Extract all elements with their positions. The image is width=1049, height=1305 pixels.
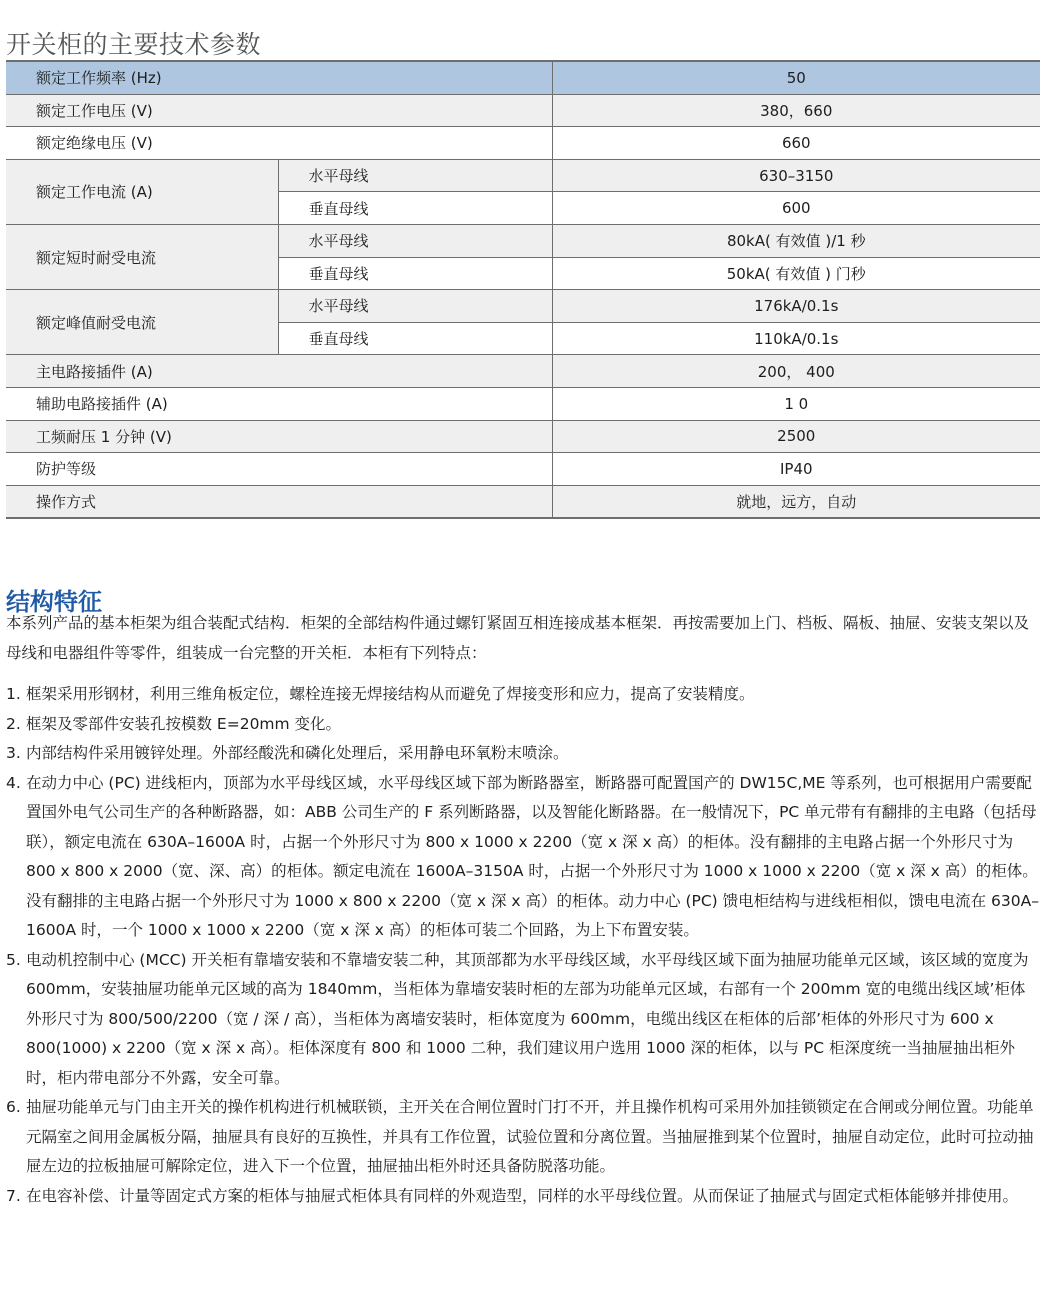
intro-paragraph: 本系列产品的基本柜架为组合装配式结构．柜架的全部结构件通过螺钉紧固互相连接成基本框架．再按需要加上门、档板、隔板、抽屉、安装支架以及母线和电器组件等零件，组装成一台完整的开关柜．本柜有下列特点： (6, 614, 1030, 662)
feature-list (6, 680, 1040, 1211)
list-number: 2. (6, 714, 21, 733)
param-value: 660 (552, 127, 1040, 160)
spec-table (6, 60, 1040, 519)
list-number: 5. (6, 950, 21, 969)
param-label: 额定工作电压 (V) (6, 94, 552, 127)
list-item (6, 710, 1040, 740)
list-item (6, 946, 1040, 1094)
param-label: 额定绝缘电压 (V) (6, 127, 552, 160)
list-item (6, 680, 1040, 710)
param-label: 防护等级 (6, 453, 552, 486)
section-title: 结构特征 (6, 587, 102, 616)
param-sub-label: 垂直母线 (278, 257, 552, 290)
list-text: 抽屉功能单元与门由主开关的操作机构进行机械联锁，主开关在合闸位置时门打不开，并且操作机构可采用外加挂锁锁定在合闸或分闸位置。功能单元隔室之间用金属板分隔，抽屉具有良好的互换性，并具有工作位置，试验位置和分离位置。当抽屉推到某个位置时，抽屉自动定位，此时可拉动抽屉左边的拉板抽屉可解除定位，进入下一个位置，抽屉抽出柜外时还具备防脱落功能。 (26, 1098, 1034, 1175)
param-value: 2500 (552, 420, 1040, 453)
param-label: 主电路接插件 (A) (6, 355, 552, 388)
param-value: 80kA( 有效值 )/1 秒 (552, 224, 1040, 257)
list-item (6, 1182, 1040, 1212)
table-row (6, 61, 1040, 94)
param-value: 200， 400 (552, 355, 1040, 388)
list-item (6, 769, 1040, 946)
list-number: 1. (6, 685, 21, 703)
table-row (6, 453, 1040, 486)
param-label: 额定工作频率 (Hz) (6, 61, 552, 94)
param-value: 600 (552, 192, 1040, 225)
table-row (6, 159, 1040, 192)
param-group-label: 额定工作电流 (A) (6, 159, 278, 224)
list-text: 框架采用形钢材，利用三维角板定位，螺栓连接无焊接结构从而避免了焊接变形和应力，提高了安装精度。 (26, 685, 755, 703)
param-value: IP40 (552, 453, 1040, 486)
param-sub-label: 水平母线 (278, 290, 552, 323)
table-row (6, 420, 1040, 453)
param-sub-label: 垂直母线 (278, 192, 552, 225)
list-item (6, 739, 1040, 769)
list-number: 3. (6, 744, 21, 762)
param-value: 176kA/0.1s (552, 290, 1040, 323)
param-value: 就地，远方，自动 (552, 485, 1040, 518)
param-sub-label: 水平母线 (278, 224, 552, 257)
table-row (6, 224, 1040, 257)
table-row (6, 387, 1040, 420)
param-value: 110kA/0.1s (552, 322, 1040, 355)
param-group-label: 额定峰值耐受电流 (6, 290, 278, 355)
table-row (6, 290, 1040, 323)
param-value: 380，660 (552, 94, 1040, 127)
list-text: 在动力中心 (PC) 进线柜内，顶部为水平母线区域，水平母线区域下部为断路器室，断路器可配置国产的 DW15C,ME 等系列，也可根据用户需要配置国外电气公司生产的各种断路器，如：ABB 公司生产的 F 系列断路器，以及智能化断路器。在一般情况下，PC 单元带有有翻排的主电路（包括母联），额定电流在 630A–1600A 时，占据一个外形尺寸为 800 x 1000 x 2200（宽 x 深 x 高）的柜体。没有翻排的主电路占据一个外形尺寸为 800 x 800 x 2000（宽、深、高）的柜体。额定电流在 1600A–3150A 时，占据一个外形尺寸为 1000 x 1000 x 2200（宽 x 深 x 高）的柜体。没有翻排的主电路占据一个外形尺寸为 1000 x 800 x 2200（宽 x 深 x 高）的柜体。动力中心 (PC) 馈电柜结构与进线柜相似，馈电电流在 630A–1600A 时，一个 1000 x 1000 x 2200（宽 x 深 x 高）的柜体可装二个回路，为上下布置安装。 (26, 773, 1039, 939)
param-sub-label: 垂直母线 (278, 322, 552, 355)
param-value: 50 (552, 61, 1040, 94)
table-row (6, 94, 1040, 127)
table-row (6, 485, 1040, 518)
list-text: 在电容补偿、计量等固定式方案的柜体与抽屉式柜体具有同样的外观造型，同样的水平母线位置。从而保证了抽屉式与固定式柜体能够并排使用。 (26, 1186, 1019, 1205)
list-item (6, 1093, 1040, 1182)
param-value: 1 0 (552, 387, 1040, 420)
param-label: 操作方式 (6, 485, 552, 518)
param-label: 工频耐压 1 分钟 (V) (6, 420, 552, 453)
list-number: 4. (6, 773, 21, 792)
list-text: 电动机控制中心 (MCC) 开关柜有靠墙安装和不靠墙安装二种，其顶部都为水平母线区域，水平母线区域下面为抽屉功能单元区域，该区域的宽度为 600mm，安装抽屉功能单元区域的高为 1840mm，当柜体为靠墙安装时柜的左部为功能单元区域，右部有一个 200mm 宽的电缆出线区域’柜体外形尺寸为 800/500/2200（宽 / 深 / 高），当柜体为离墙安装时，柜体宽度为 600mm，电缆出线区在柜体的后部’柜体的外形尺寸为 600 x 800(1000) x 2200（宽 x 深 x 高）。柜体深度有 800 和 1000 二种，我们建议用户选用 1000 深的柜体，以与 PC 柜深度统一当抽屉抽出柜外时，柜内带电部分不外露，安全可靠。 (26, 950, 1029, 1087)
list-text: 内部结构件采用镀锌处理。外部经酸洗和磷化处理后，采用静电环氧粉末喷涂。 (26, 744, 569, 762)
page-title: 开关柜的主要技术参数 (6, 29, 262, 59)
list-text: 框架及零部件安装孔按模数 E=20mm 变化。 (26, 714, 342, 733)
table-row (6, 355, 1040, 388)
table-row (6, 127, 1040, 160)
list-number: 6. (6, 1098, 21, 1116)
param-label: 辅助电路接插件 (A) (6, 387, 552, 420)
param-group-label: 额定短时耐受电流 (6, 224, 278, 289)
param-value: 50kA( 有效值 ) 门秒 (552, 257, 1040, 290)
param-sub-label: 水平母线 (278, 159, 552, 192)
list-number: 7. (6, 1186, 21, 1205)
param-value: 630–3150 (552, 159, 1040, 192)
